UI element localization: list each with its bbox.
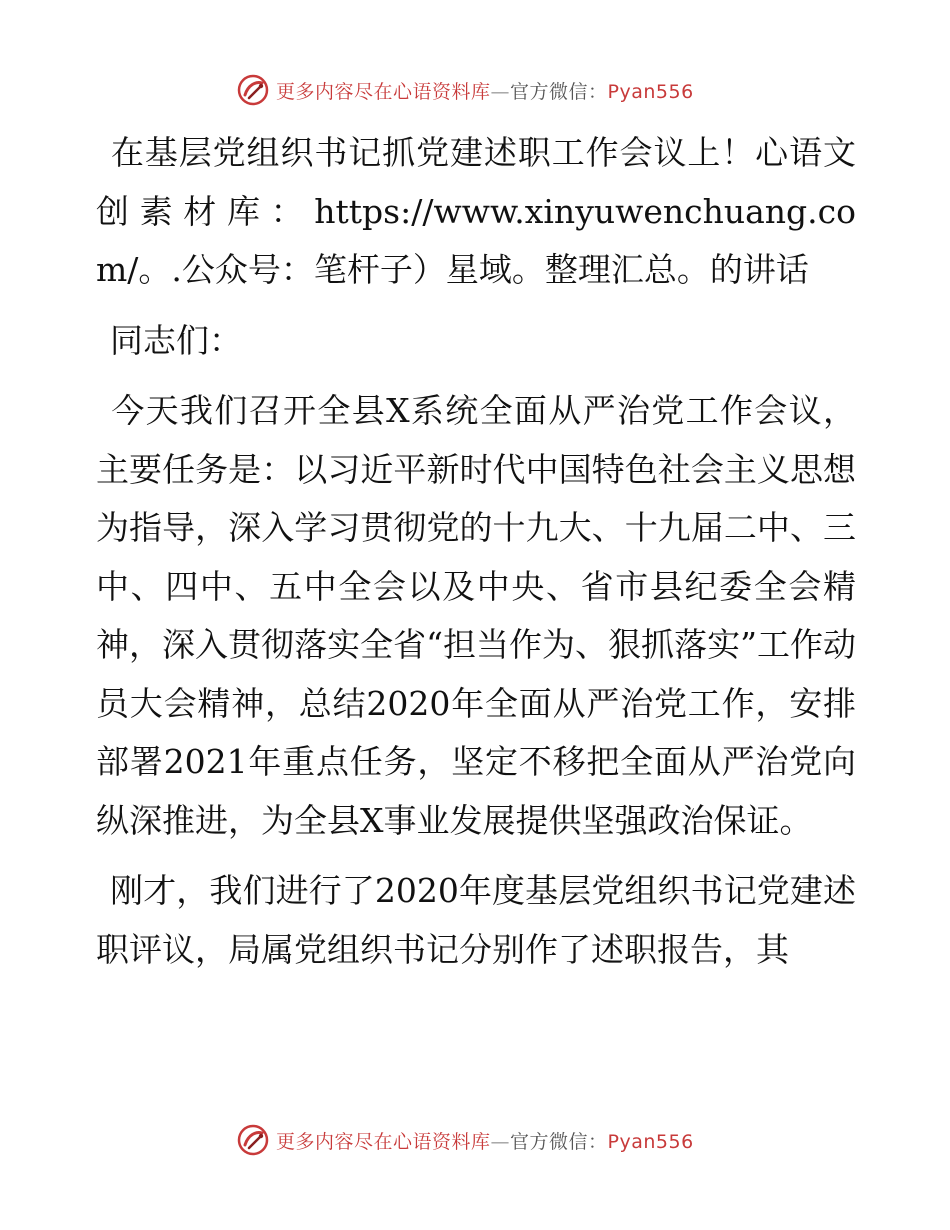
header-site-text: 更多内容尽在心语资料库 (276, 80, 491, 103)
brand-logo-icon (236, 73, 270, 107)
title-text: 在基层党组织书记抓党建述职工作会议上！心语文创素材库：https://www.xinyuwenchuang.com/。.公众号：笔杆子）星域。整理汇总。的讲话 (96, 133, 856, 289)
title-paragraph (96, 124, 856, 300)
body-paragraph-1 (96, 382, 856, 850)
header-watermark-banner (236, 72, 694, 108)
footer-banner-text (276, 1127, 694, 1154)
document-body (96, 124, 856, 991)
body-paragraph-2-text: 刚才，我们进行了2020年度基层党组织书记党建述职评议，局属党组织书记分别作了述职报告，其 (96, 871, 856, 969)
header-wechat-id: Pyan556 (607, 80, 694, 103)
header-official-label: 官方微信： (510, 80, 608, 103)
footer-official-label: 官方微信： (510, 1130, 608, 1153)
footer-watermark-banner (236, 1122, 694, 1158)
body-paragraph-1-text: 今天我们召开全县X系统全面从严治党工作会议，主要任务是：以习近平新时代中国特色社会主义思想为指导，深入学习贯彻党的十九大、十九届二中、三中、四中、五中全会以及中央、省市县纪委全会精神，深入贯彻落实全省“担当作为、狠抓落实”工作动员大会精神，总结2020年全面从严治党工作，安排部署2021年重点任务，坚定不移把全面从严治党向纵深推进，为全县X事业发展提供坚强政治保证。 (96, 391, 856, 840)
header-separator: — (490, 80, 511, 103)
footer-separator: — (490, 1130, 511, 1153)
footer-site-text: 更多内容尽在心语资料库 (276, 1130, 491, 1153)
greeting-text: 同志们： (110, 320, 242, 360)
body-paragraph-2 (96, 862, 856, 979)
brand-logo-icon (236, 1123, 270, 1157)
footer-wechat-id: Pyan556 (607, 1130, 694, 1153)
greeting-paragraph (96, 312, 856, 371)
header-banner-text (276, 77, 694, 104)
